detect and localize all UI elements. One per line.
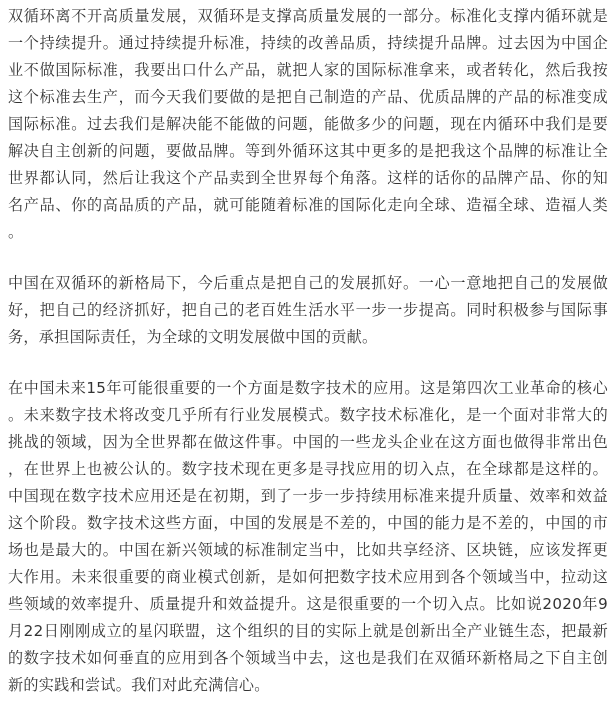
paragraph-new-development-pattern: 中国在双循环的新格局下，今后重点是把自己的发展抓好。一心一意地把自己的发展做好，把自己的经济抓好，把自己的老百姓生活水平一步一步提高。同时积极参与国际事务，承担国际责任，为全球的文明发展做中国的贡献。 (8, 274, 608, 346)
paragraph-digital-technology: 在中国未来15年可能很重要的一个方面是数字技术的应用。这是第四次工业革命的核心。未来数字技术将改变几乎所有行业发展模式。数字技术标准化，是一个面对非常大的挑战的领域，因为全世界都在做这件事。中国的一些龙头企业在这方面也做得非常出色，在世界上也被公认的。数字技术现在更多是寻找应用的切入点，在全球都是这样的。中国现在数字技术应用还是在初期，到了一步一步持续用标准来提升质量、效率和效益这个阶段。数字技术这些方面，中国的发展是不差的，中国的能力是不差的，中国的市场也是最大的。中国在新兴领域的标准制定当中，比如共享经济、区块链，应该发挥更大作用。未来很重要的商业模式创新，是如何把数字技术应用到各个领域当中，拉动这些领域的效率提升、质量提升和效益提升。这是很重要的一个切入点。比如说2020年9月22日刚刚成立的星闪联盟，这个组织的目的实际上就是创新出全产业链生态，把最新的数字技术如何垂直的应用到各个领域当中去，这也是我们在双循环新格局之下自主创新的实践和尝试。我们对此充满信心。 (8, 379, 608, 694)
paragraph-dual-circulation-standards: 双循环离不开高质量发展，双循环是支撑高质量发展的一部分。标准化支撑内循环就是一个持续提升。通过持续提升标准，持续的改善品质，持续提升品牌。过去因为中国企业不做国际标准，我要出口什么产品，就把人家的国际标准拿来，或者转化，然后我按这个标准去生产，而今天我们要做的是把自己制造的产品、优质品牌的产品的标准变成国际标准。过去我们是解决能不能做的问题，能做多少的问题，现在内循环中我们是要解决自主创新的问题，要做品牌。等到外循环这其中更多的是把我这个品牌的标准让全世界都认同，然后让我这个产品卖到全世界每个角落。这样的话你的品牌产品、你的知名产品、你的高品质的产品，就可能随着标准的国际化走向全球、造福全球、造福人类。 (8, 7, 608, 241)
article-body (8, 3, 608, 699)
